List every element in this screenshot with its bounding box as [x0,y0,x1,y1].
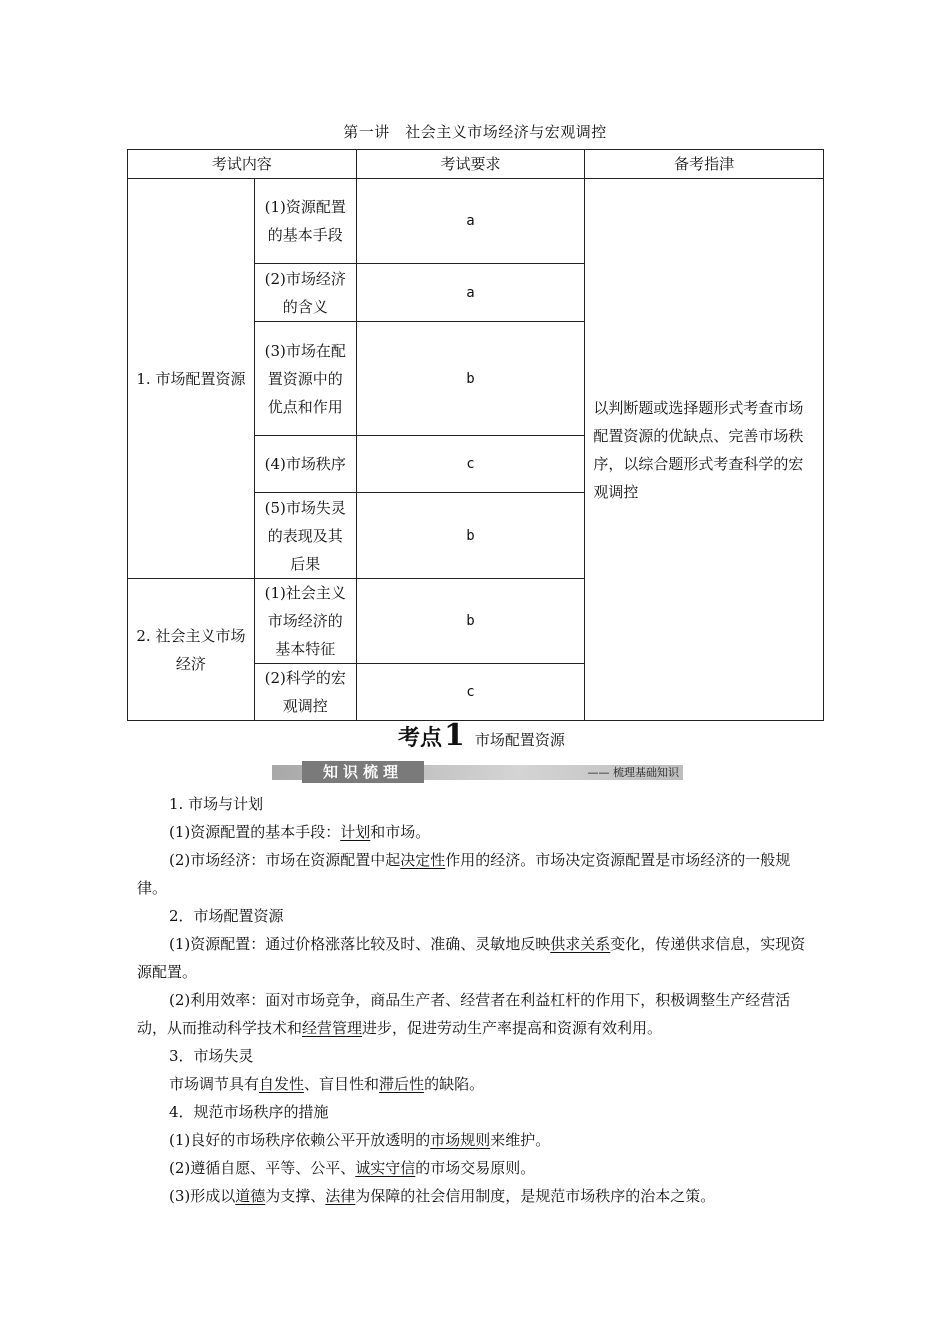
underlined-term: 滞后性 [379,1075,425,1093]
guide-cell: 以判断题或选择题形式考查市场配置资源的优缺点、完善市场秩序，以综合题形式考查科学的宏观调控 [585,179,824,721]
paragraph: (3)形成以道德为支撑、法律为保障的社会信用制度，是规范市场秩序的治本之策。 [169,1187,716,1205]
section-title: 4．规范市场秩序的措施 [169,1103,329,1121]
item-cell: (2)科学的宏观调控 [254,664,356,721]
paragraph: (1)良好的市场秩序依赖公平开放透明的市场规则来维护。 [169,1131,551,1149]
table-header-row [128,150,824,179]
underlined-term: 计划 [340,823,371,841]
item-cell: (3)市场在配置资源中的优点和作用 [254,322,356,436]
paragraph: (1)资源配置：通过价格涨落比较及时、准确、灵敏地反映供求关系变化，传递供求信息，实现资源配置。 [137,935,806,981]
requirement-cell: b [356,493,585,579]
section-prefix: 考点 [398,725,443,751]
section-name: 市场配置资源 [474,731,565,749]
table-row [128,179,824,264]
underlined-term: 法律 [325,1187,356,1205]
requirement-cell: a [356,264,585,322]
header-requirement: 考试要求 [356,150,585,179]
section-title: 2．市场配置资源 [169,907,284,925]
section-number: 1 [444,718,465,753]
paragraph: (2)利用效率：面对市场竞争，商品生产者、经营者在利益杠杆的作用下，积极调整生产经营活动，从而推动科学技术和经营管理进步，促进劳动生产率提高和资源有效利用。 [137,991,791,1037]
knowledge-content [137,790,817,1210]
section-heading [398,718,565,753]
requirement-cell: b [356,579,585,664]
item-cell: (2)市场经济的含义 [254,264,356,322]
underlined-term: 决定性 [400,851,446,869]
paragraph: (1)资源配置的基本手段：计划和市场。 [169,823,431,841]
item-cell: (4)市场秩序 [254,436,356,493]
section-title: 3．市场失灵 [169,1047,254,1065]
requirement-cell: a [356,179,585,264]
banner-tag: 知识梳理 [302,761,424,783]
group-label: 1. 市场配置资源 [128,179,255,579]
item-cell: (1)资源配置的基本手段 [254,179,356,264]
requirement-cell: b [356,322,585,436]
header-guide: 备考指津 [585,150,824,179]
banner-subtitle: —— 梳理基础知识 [587,766,679,779]
underlined-term: 市场规则 [430,1131,491,1149]
item-cell: (5)市场失灵的表现及其后果 [254,493,356,579]
exam-requirements-table [127,149,824,721]
header-content: 考试内容 [128,150,357,179]
underlined-term: 道德 [235,1187,266,1205]
requirement-cell: c [356,436,585,493]
page-title: 第一讲 社会主义市场经济与宏观调控 [343,123,607,141]
paragraph: 市场调节具有自发性、盲目性和滞后性的缺陷。 [169,1075,485,1093]
group-label: 2. 社会主义市场经济 [128,579,255,721]
underlined-term: 自发性 [259,1075,305,1093]
underlined-term: 诚实守信 [355,1159,416,1177]
underlined-term: 经营管理 [302,1019,363,1037]
paragraph: (2)市场经济：市场在资源配置中起决定性作用的经济。市场决定资源配置是市场经济的一般规律。 [137,851,791,897]
underlined-term: 供求关系 [550,935,611,953]
knowledge-banner [272,761,683,783]
section-title: 1. 市场与计划 [169,795,264,813]
item-cell: (1)社会主义市场经济的基本特征 [254,579,356,664]
paragraph: (2)遵循自愿、平等、公平、诚实守信的市场交易原则。 [169,1159,536,1177]
requirement-cell: c [356,664,585,721]
